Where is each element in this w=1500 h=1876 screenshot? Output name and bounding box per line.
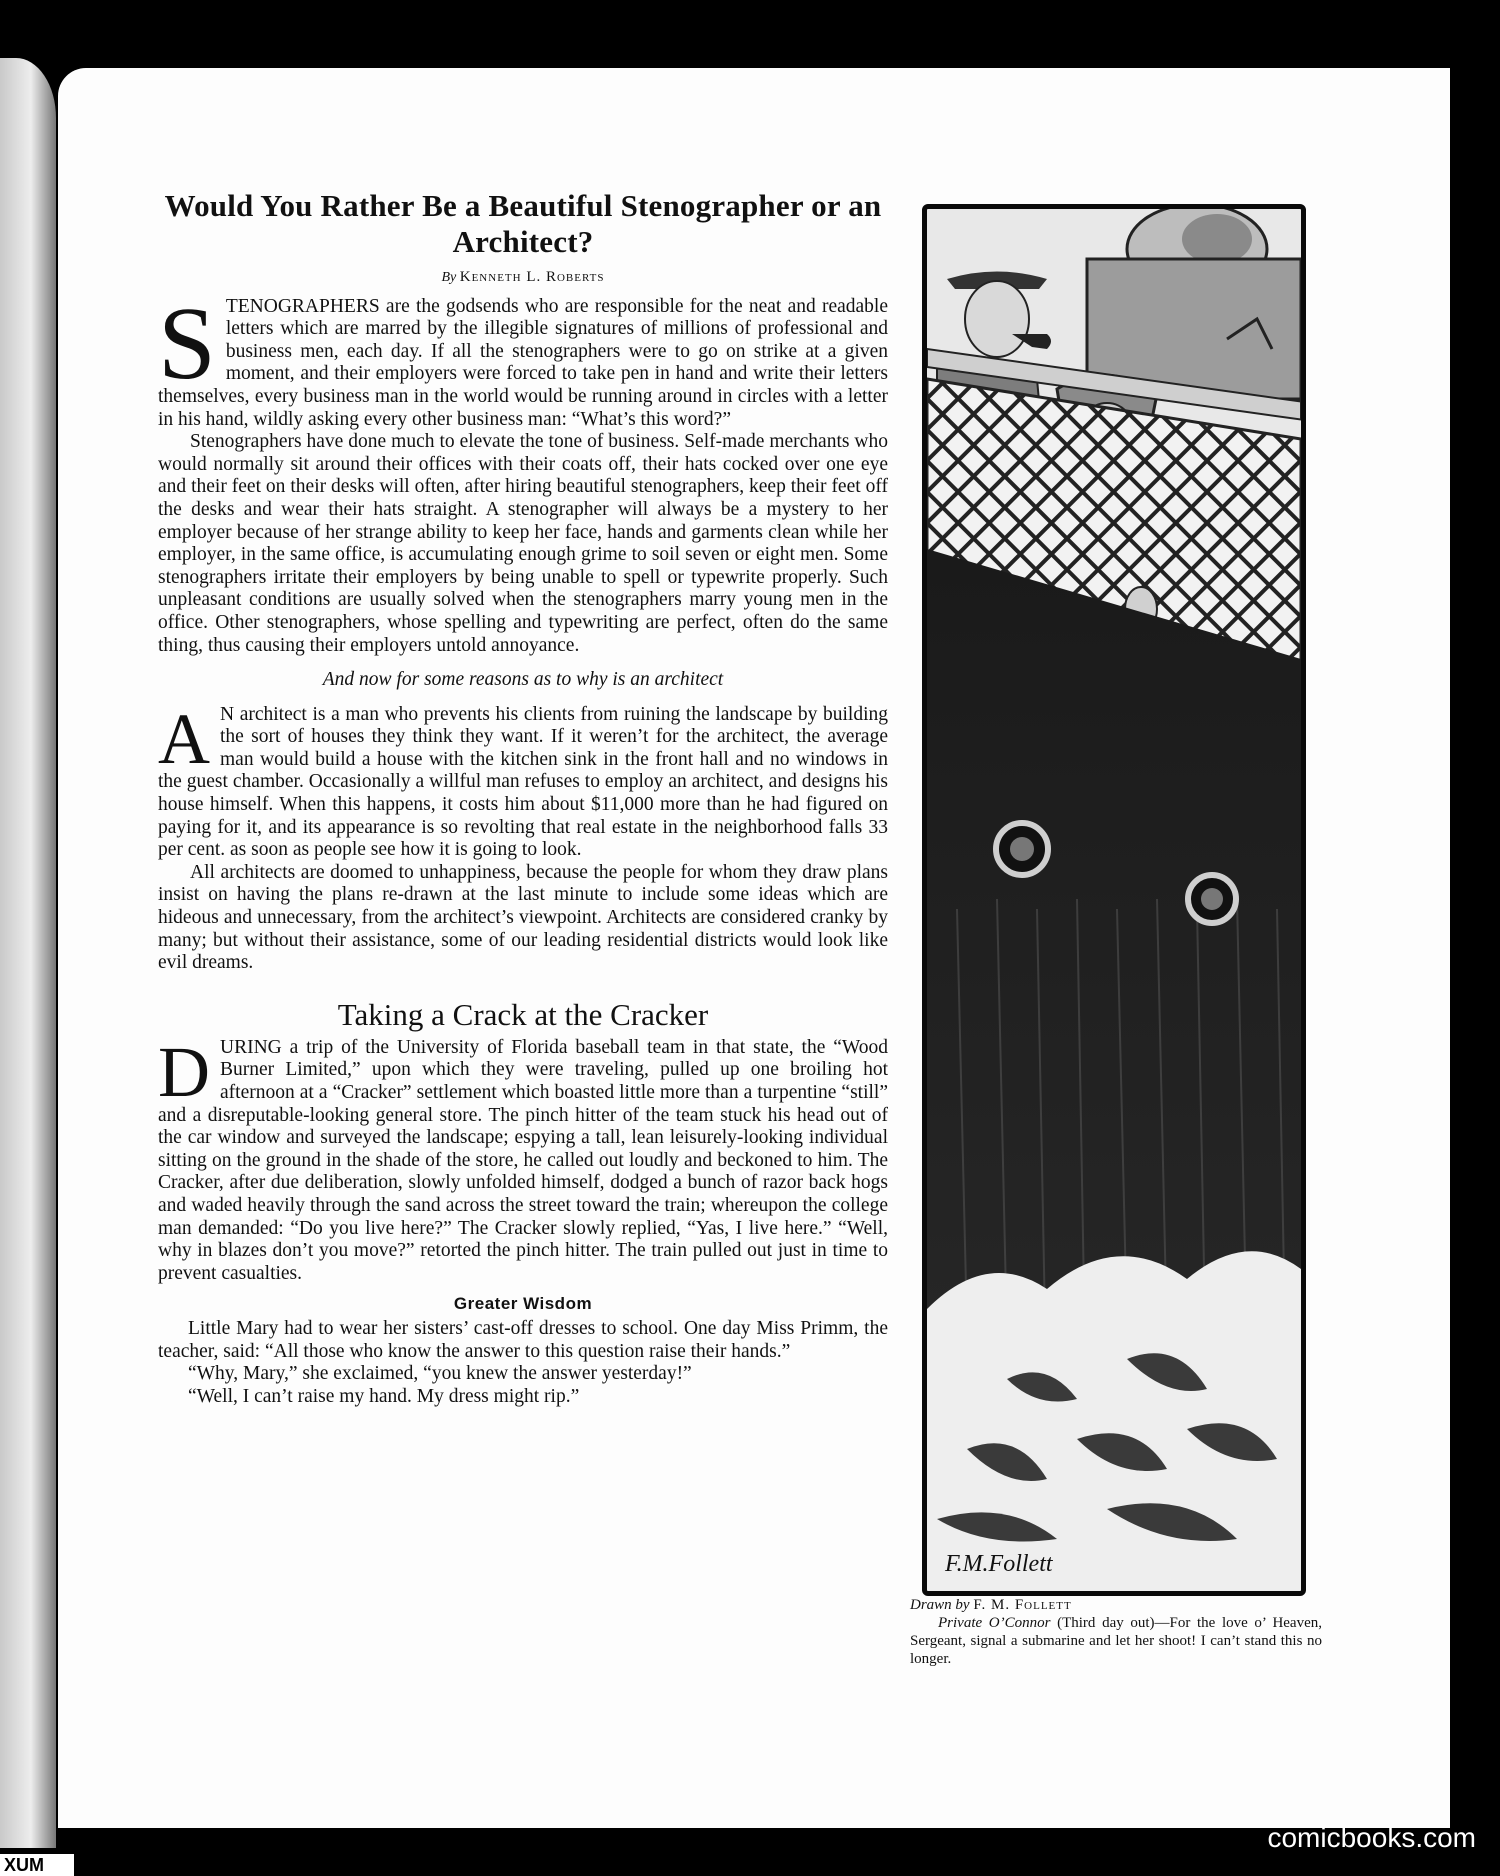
- paragraph: Stenographers have done much to elevate the tone of business. Self-made merchants who would normally sit around their offices with their coats off, their hats cocked over one eye and their feet on their desks will often, after hiring beautiful stenographers, keep their feet off the desks and wear their hats straight. A stenographer will always be a mystery to her employer because of her strange ability to keep her face, hands and garments clean while her employer, in the same office, is accumulating enough grime to soil seven or eight men. Some stenographers irritate their employers by being unable to spell or typewrite properly. Such unpleasant conditions are usually solved when the stenographers marry young men in the office. Other stenographers, whose spelling and typewriting are perfect, often do the same thing, thus causing their employers untold annoyance.: [158, 431, 888, 656]
- illustration-credit: [910, 1596, 1322, 1614]
- corner-tab: XUM: [0, 1854, 74, 1876]
- paragraph: [158, 1031, 888, 1286]
- paragraph: All architects are doomed to unhappiness, because the people for whom they draw plans insist on having the plans re-drawn at the last minute to include some ideas which are hideous and unnecessary, from the architect’s viewpoint. Architects are considered cranky by many; but without their assistance, some of our leading residential districts would look like evil dreams.: [158, 861, 888, 974]
- text-column: [158, 188, 888, 1408]
- paragraph: “Well, I can’t raise my hand. My dress might rip.”: [188, 1385, 580, 1407]
- paragraph: [158, 285, 888, 432]
- byline-prefix: By: [441, 270, 457, 285]
- paragraph: [158, 698, 888, 862]
- article-title-cracker: Taking a Crack at the Cracker: [337, 996, 709, 1032]
- byline: [158, 266, 888, 290]
- caption-body: (Third day out)—For the love o’ Heaven, Sergeant, signal a submarine and let her shoot! I can’t stand this no longer.: [910, 1615, 1322, 1667]
- credit-prefix: Drawn by: [910, 1597, 970, 1613]
- article-title-stenographer: Would You Rather Be a Beautiful Stenographer or an Architect?: [164, 188, 882, 259]
- paragraph: Little Mary had to wear her sisters’ cast-off dresses to school. One day Miss Primm, the teacher, said: “All those who know the answer to this question raise their hands.”: [158, 1317, 888, 1362]
- artist-signature: F.M.Follett: [945, 1551, 1053, 1577]
- page-curl-left: [0, 58, 56, 1848]
- drop-cap: D: [158, 1031, 210, 1112]
- byline-author: Kenneth L. Roberts: [459, 269, 605, 285]
- cartoon-drawing: [927, 209, 1301, 1591]
- site-watermark: comicbooks.com: [1267, 1822, 1476, 1853]
- paragraph-text: TENOGRAPHERS are the godsends who are responsible for the neat and readable letters which are marred by the illegible signatures of millions of professional and business men, each day. If all the stenographers were to go on strike at a given moment, and their employers were forced to take pen in hand and write their letters themselves, every business man in the world would be running around in circles with a letter in his hand, wildly asking every other business man: “What’s this word?”: [158, 295, 888, 430]
- paragraph-text: URING a trip of the University of Florida baseball team in that state, the “Wood Burner Limited,” upon which they were traveling, pulled up one broiling hot afternoon at a “Cracker” settlement which boasted little more than a turpentine “still” and a disreputable-looking general store. The pinch hitter of the team stuck his head out of the car window and surveyed the landscape; espying a tall, lean leisurely-looking individual sitting on the ground in the shade of the store, he called out loudly and beckoned to him. The Cracker, after due deliberation, slowly unfolded himself, dodged a bunch of razor back hogs and waded heavily through the sand across the street toward the train; whereupon the college man demanded: “Do you live here?” The Cracker slowly replied, “Yas, I live here.” “Well, why in blazes don’t you move?” retorted the pinch hitter. The train pulled out just in time to prevent casualties.: [158, 1036, 888, 1284]
- magazine-page: [58, 68, 1450, 1828]
- section-subhead: And now for some reasons as to why is an architect: [322, 669, 724, 691]
- illustration-caption: [910, 1596, 1322, 1668]
- drop-cap: A: [158, 698, 210, 779]
- credit-artist: F. M. Follett: [973, 1597, 1072, 1613]
- paragraph: “Why, Mary,” she exclaimed, “you knew the answer yesterday!”: [188, 1363, 692, 1385]
- caption-text: [910, 1614, 1322, 1668]
- article-title-wisdom: Greater Wisdom: [453, 1294, 593, 1314]
- joke-block: [158, 1318, 888, 1408]
- paragraph-text: N architect is a man who prevents his clients from ruining the landscape by building the sort of houses they think they want. If it weren’t for the architect, the average man would build a house with the kitchen sink in the front hall and no windows in the guest chamber. Occasionally a willful man refuses to employ an architect, and designs his house himself. When this happens, it costs him about $11,000 more than he had figured on paying for it, and its appearance is so revolting that real estate in the neighborhood falls 33 per cent. as soon as people see how it is going to look.: [158, 703, 888, 861]
- caption-speaker: Private O’Connor: [938, 1615, 1051, 1631]
- cartoon-illustration: [922, 204, 1306, 1596]
- drop-cap: S: [158, 285, 216, 401]
